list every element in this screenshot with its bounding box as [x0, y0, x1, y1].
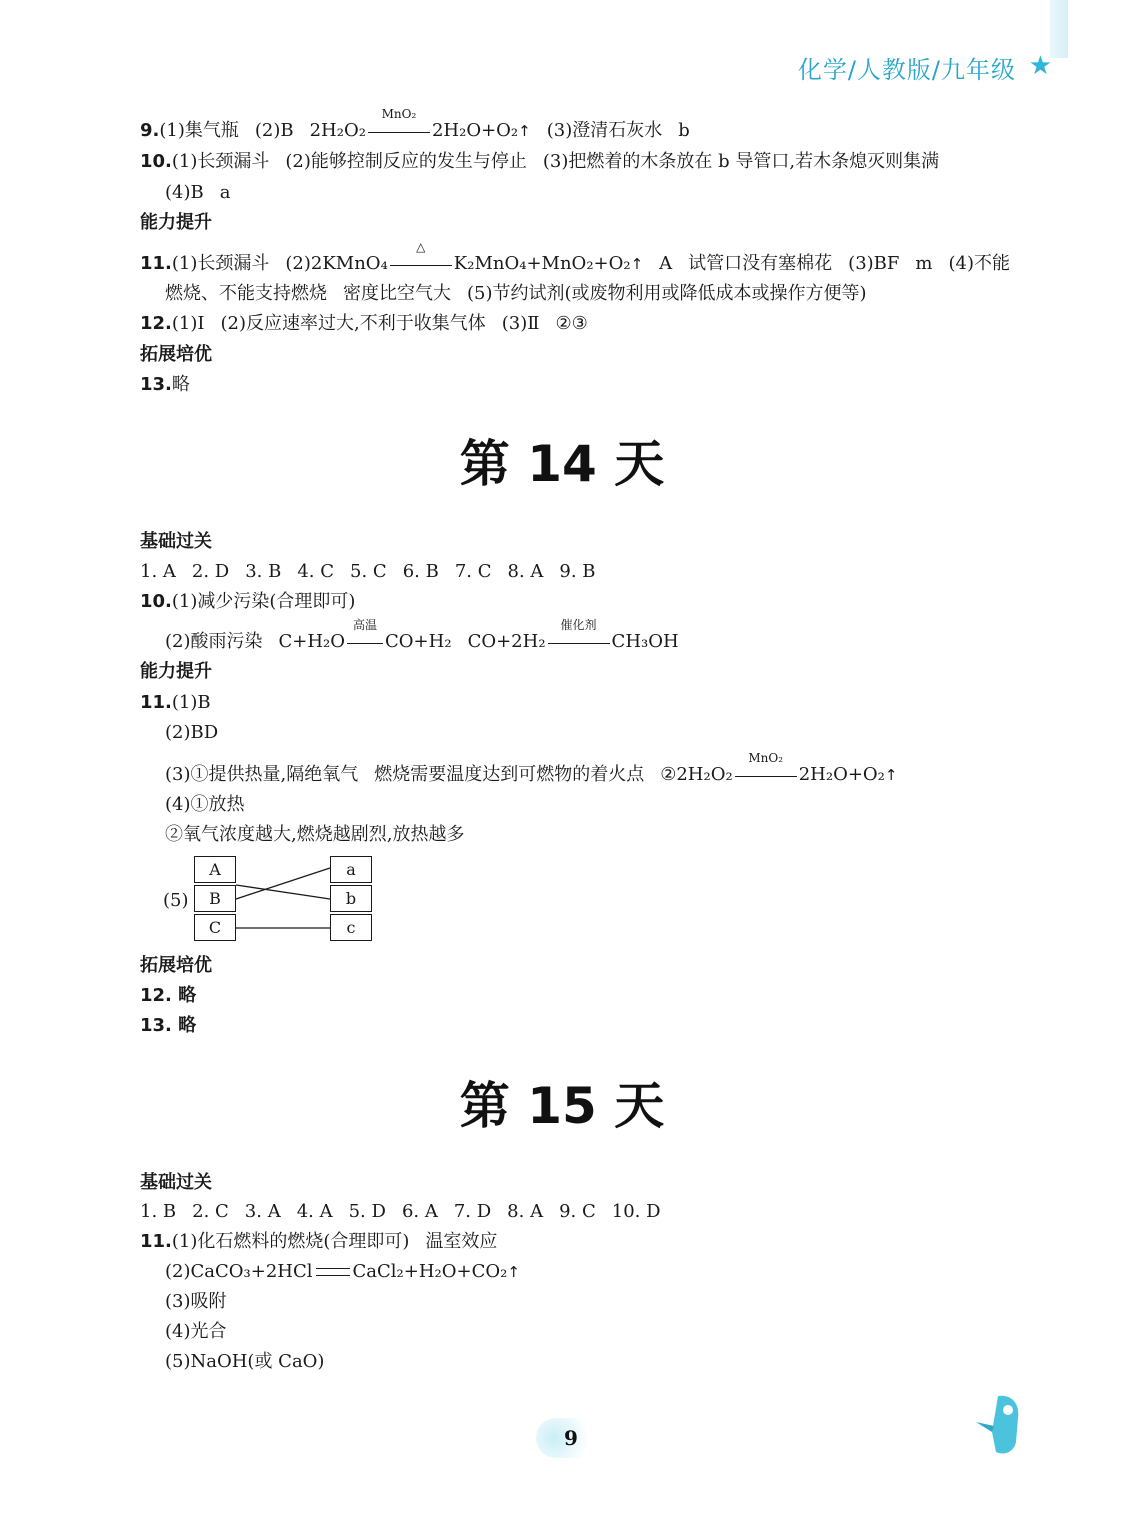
- answer-11-4: (4)①放热: [165, 794, 245, 815]
- page-header-title: 化学/人教版/九年级: [797, 56, 1016, 84]
- answer-9: 9.(1)集气瓶 (2)B 2H₂O₂ MnO₂ 2H₂O+O₂↑ (3)澄清石灰水 b: [140, 107, 690, 141]
- equals-sign: [316, 1268, 350, 1276]
- answer-10: 10.(1)长颈漏斗 (2)能够控制反应的发生与停止 (3)把燃着的木条放在 b 导管口,若木条熄灭则集满: [140, 151, 940, 172]
- header-decoration: [1050, 0, 1068, 58]
- mc-answers: 1. A 2. D 3. B 4. C 5. C 6. B 7. C 8. A 9. B: [140, 561, 596, 582]
- section-heading-ability: 能力提升: [140, 212, 212, 233]
- matching-diagram: [163, 854, 383, 946]
- day-14-title: 第 14 天: [459, 435, 665, 493]
- reaction-arrow: 高温: [347, 633, 383, 651]
- section-heading-basic: 基础过关: [140, 1172, 212, 1193]
- match-right-c: c: [330, 914, 372, 941]
- answer-13: 13. 略: [140, 1015, 197, 1036]
- answer-11: 11.(1)长颈漏斗 (2)2KMnO₄ △ K₂MnO₄+MnO₂+O₂↑ A 试管口没有塞棉花 (3)BF m (4)不能: [140, 240, 1010, 274]
- answer-11: 11.(1)B: [140, 692, 211, 713]
- gas-up-arrow-icon: ↑: [507, 1263, 520, 1281]
- answer-11-5-label: (5): [163, 890, 189, 911]
- answer-11-2: (2)BD: [165, 722, 219, 743]
- answer-13: 13.略: [140, 374, 190, 395]
- page-number: 9: [536, 1418, 606, 1462]
- star-icon: ★: [1028, 51, 1052, 81]
- answer-10-cont: (2)酸雨污染 C+H₂O 高温 CO+H₂ CO+2H₂ 催化剂 CH₃OH: [165, 618, 679, 652]
- mc-answers: 1. B 2. C 3. A 4. A 5. D 6. A 7. D 8. A 9. C 10. D: [140, 1201, 661, 1222]
- section-heading-ability: 能力提升: [140, 661, 212, 682]
- answer-10: 10.(1)减少污染(合理即可): [140, 591, 356, 612]
- reaction-arrow: MnO₂: [735, 766, 797, 784]
- section-heading-extend: 拓展培优: [140, 955, 212, 976]
- answer-11-4: (4)光合: [165, 1321, 227, 1342]
- reaction-arrow: MnO₂: [368, 122, 430, 140]
- gas-up-arrow-icon: ↑: [518, 122, 531, 140]
- answer-11-cont: 燃烧、不能支持燃烧 密度比空气大 (5)节约试剂(或废物利用或降低成本或操作方便等): [165, 283, 867, 304]
- answer-12: 12. 略: [140, 985, 197, 1006]
- match-left-a: A: [194, 856, 236, 883]
- mascot-icon: [968, 1392, 1032, 1460]
- answer-11-3: (3)吸附: [165, 1291, 227, 1312]
- gas-up-arrow-icon: ↑: [884, 766, 898, 784]
- match-left-c: C: [194, 914, 236, 941]
- answer-11-2: (2)CaCO₃+2HCl CaCl₂+H₂O+CO₂↑: [165, 1261, 520, 1282]
- section-heading-extend: 拓展培优: [140, 344, 212, 365]
- reaction-arrow: △: [390, 255, 452, 273]
- answer-10-cont: (4)B a: [165, 182, 231, 203]
- match-right-b: b: [330, 885, 372, 912]
- reaction-arrow: 催化剂: [548, 633, 610, 651]
- day-15-title: 第 15 天: [459, 1077, 665, 1135]
- answer-12: 12.(1)Ⅰ (2)反应速率过大,不利于收集气体 (3)Ⅱ ②③: [140, 313, 588, 334]
- match-left-b: B: [194, 885, 236, 912]
- answer-11-3: (3)①提供热量,隔绝氧气 燃烧需要温度达到可燃物的着火点 ②2H₂O₂ MnO₂ 2H₂O+O₂↑: [165, 751, 898, 785]
- gas-up-arrow-icon: ↑: [630, 255, 644, 273]
- answer-11-5: (5)NaOH(或 CaO): [165, 1351, 325, 1372]
- match-right-a: a: [330, 856, 372, 883]
- answer-11-4-cont: ②氧气浓度越大,燃烧越剧烈,放热越多: [165, 824, 465, 845]
- section-heading-basic: 基础过关: [140, 531, 212, 552]
- answer-11: 11.(1)化石燃料的燃烧(合理即可) 温室效应: [140, 1231, 498, 1252]
